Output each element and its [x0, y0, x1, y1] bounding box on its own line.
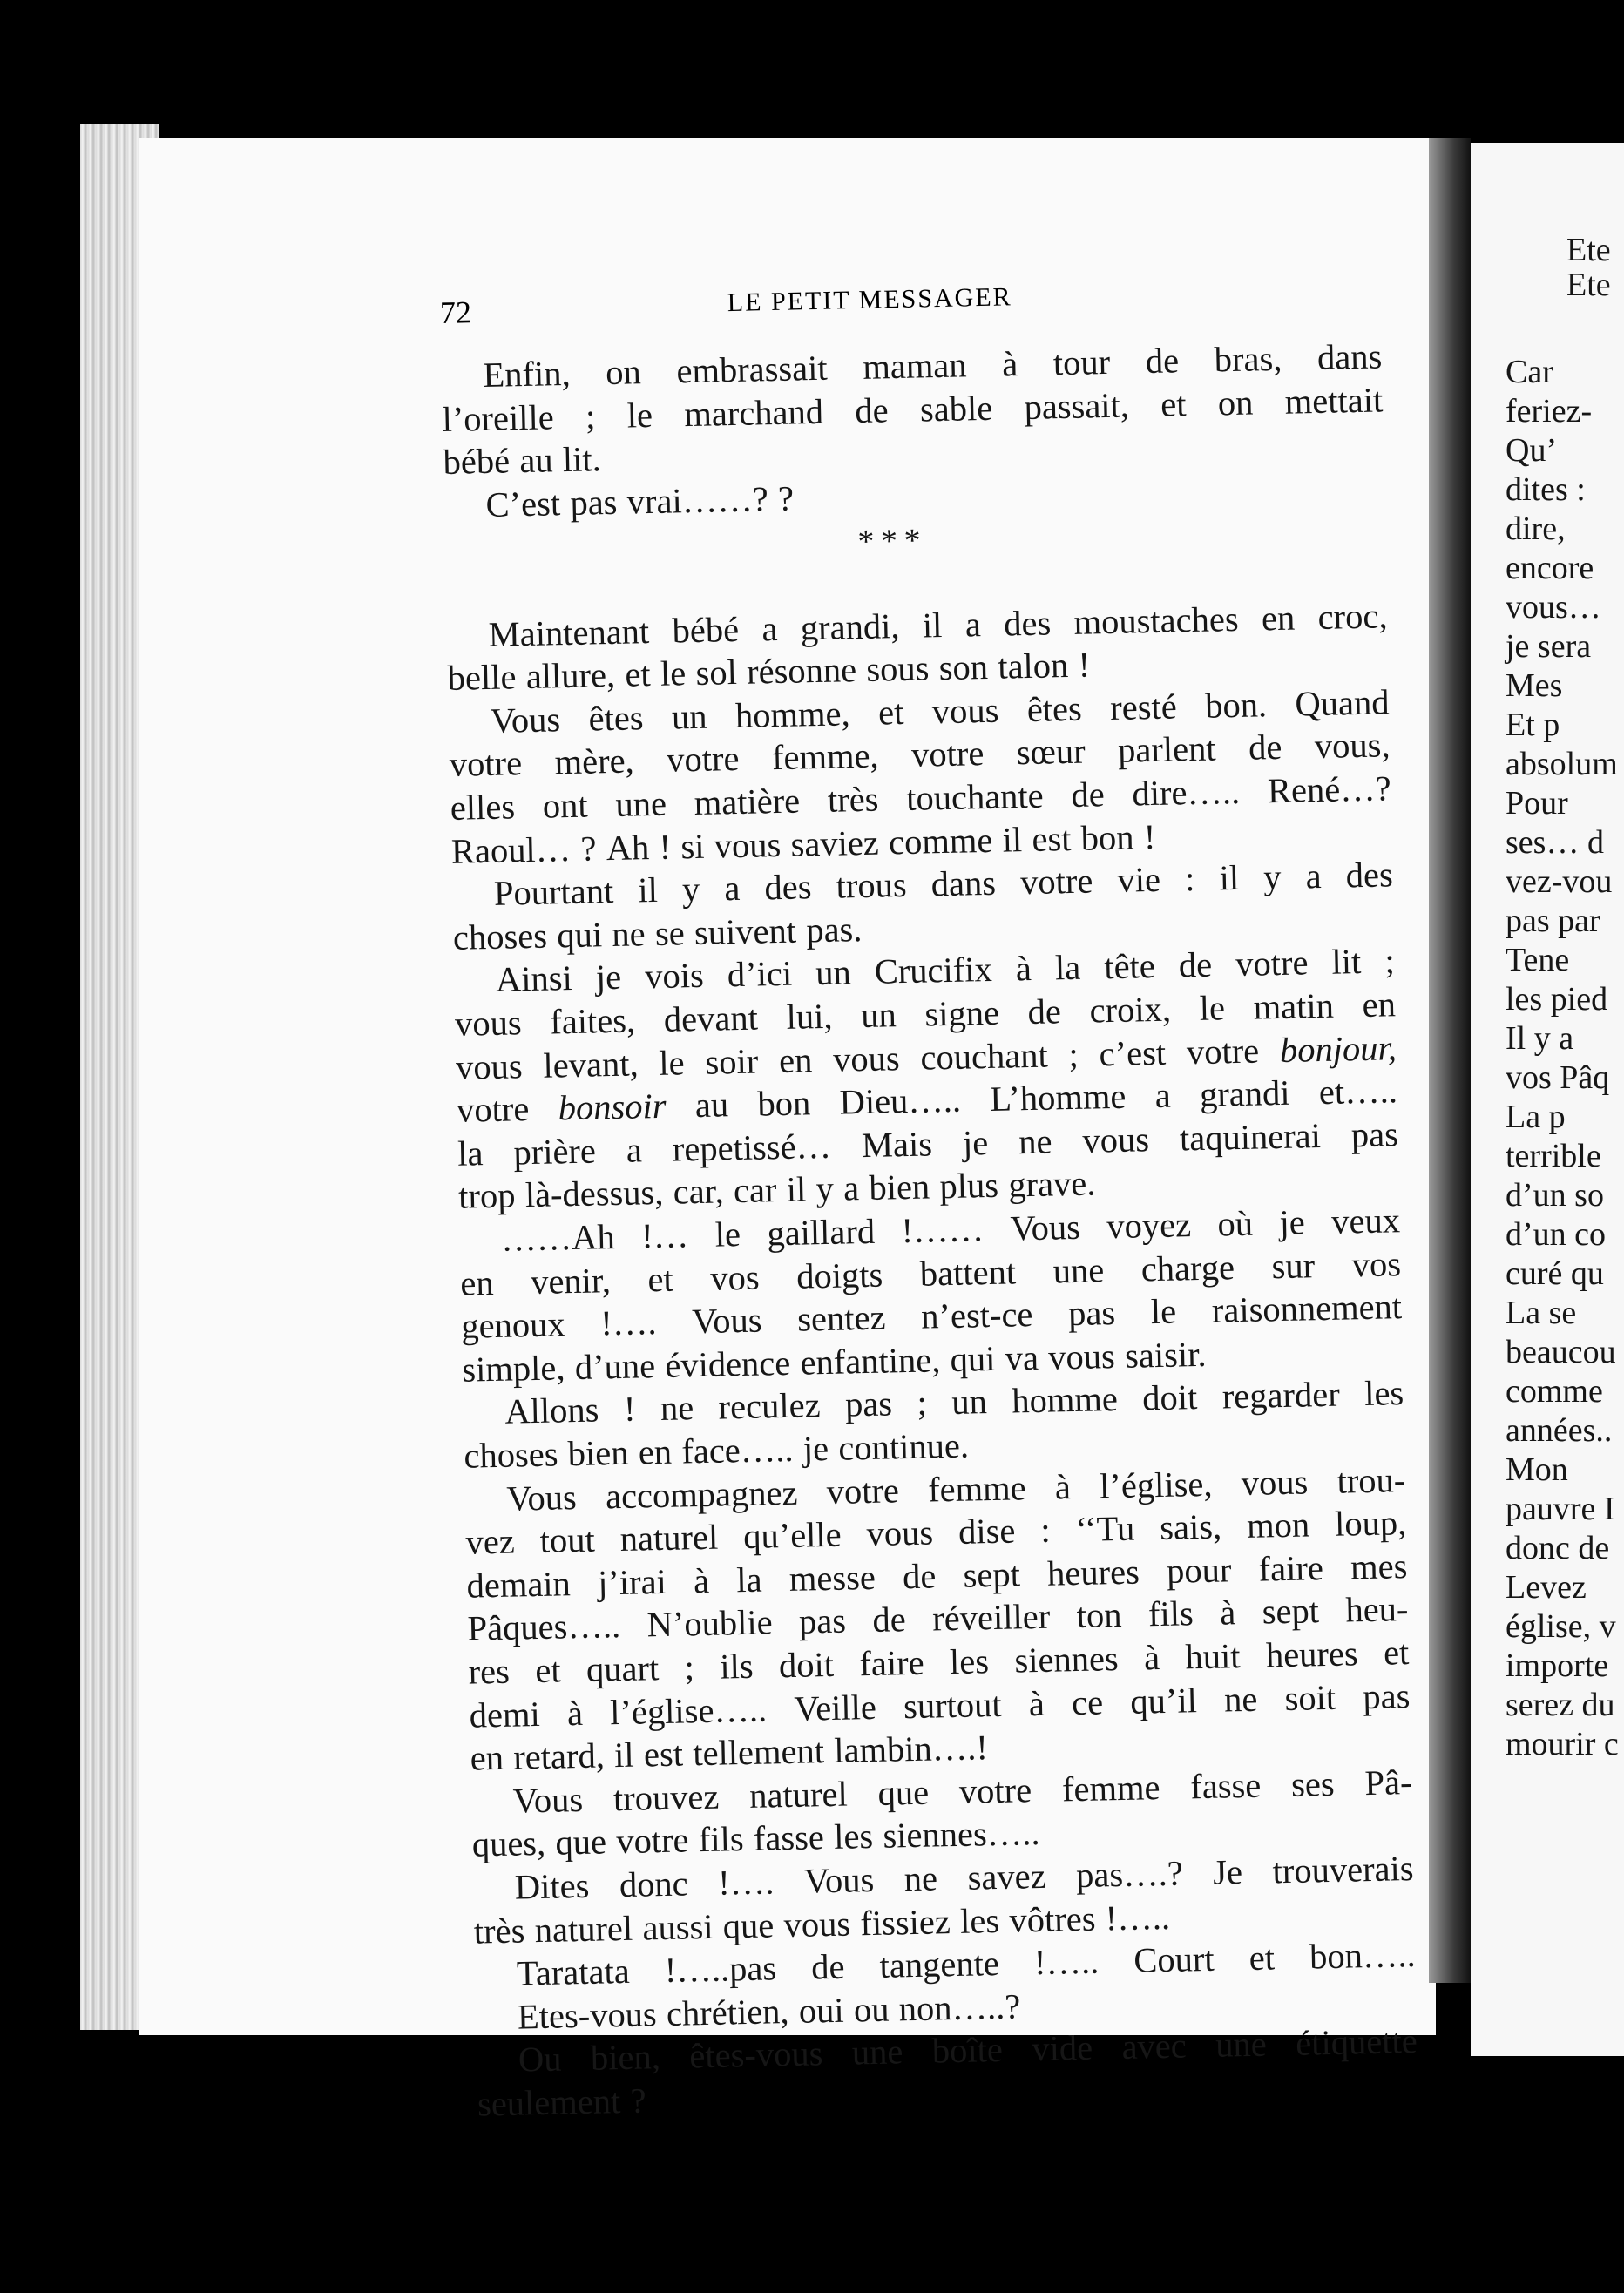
- right-page-fragment: comme: [1506, 1373, 1603, 1410]
- right-page-fragment: Il y a: [1506, 1020, 1574, 1057]
- book-gutter: [1429, 138, 1471, 1983]
- right-page-fragment: Ete: [1566, 232, 1611, 268]
- right-page-fragment: Ete: [1566, 267, 1611, 303]
- right-page-fragment: donc de: [1506, 1530, 1610, 1566]
- text-line: demain j’irai à la messe de sept heures pour faire mes: [466, 1546, 1408, 1606]
- text-line: la prière a repetissé… Mais je ne vous taquinerai pas: [457, 1113, 1399, 1174]
- text-line: bébé au lit.: [443, 439, 602, 483]
- right-page-fragment: église, v: [1506, 1608, 1616, 1645]
- right-page-fragment: La p: [1506, 1099, 1566, 1135]
- text-line: Raoul… ? Ah ! si vous saviez comme il est bon !: [450, 816, 1156, 871]
- text-line: Pourtant il y a des trous dans votre vie : il y a des: [493, 855, 1394, 914]
- text-line: Taratata !…..pas de tangente !….. Court et bon…..: [516, 1935, 1417, 1993]
- right-page-fragment: d’un co: [1506, 1216, 1607, 1253]
- text-line: très naturel aussi que vous fissiez les vôtres !…..: [473, 1897, 1171, 1951]
- text-line: ques, que votre fils fasse les siennes…..: [471, 1813, 1040, 1865]
- right-page-fragment: beaucou: [1506, 1334, 1616, 1370]
- text-line: trop là-dessus, car, car il y a bien plus grave.: [457, 1163, 1096, 1217]
- text-line: en venir, et vos doigts battent une charge sur vos: [459, 1243, 1402, 1303]
- text-line: Vous êtes un homme, et vous êtes resté bon. Quand: [490, 682, 1390, 741]
- text-line: l’oreille ; le marchand de sable passait, et on mettait: [442, 379, 1384, 439]
- right-page-fragment: années..: [1506, 1412, 1613, 1449]
- right-page: [1471, 143, 1624, 2056]
- right-page-fragment: je sera: [1506, 628, 1592, 665]
- text-line: C’est pas vrai……? ?: [485, 478, 795, 524]
- text-line: genoux !…. Vous sentez n’est-ce pas le raisonnement: [460, 1287, 1403, 1346]
- text-line: Maintenant bébé a grandi, il a des moustaches en croc,: [488, 595, 1388, 654]
- text-line: choses qui ne se suivent pas.: [452, 909, 863, 957]
- text-line: vous faites, devant lui, un signe de croix, le matin en: [454, 984, 1397, 1044]
- text-line: vous levant, le soir en vous couchant ; c’est votre bonjour,: [455, 1027, 1397, 1087]
- text-line: res et quart ; ils doit faire les siennes à huit heures et: [468, 1633, 1410, 1692]
- text-line: Ainsi je vois d’ici un Crucifix à la tête de votre lit ;: [495, 941, 1396, 1000]
- text-line: en retard, il est tellement lambin….!: [470, 1728, 989, 1778]
- right-page-fragment: dire,: [1506, 511, 1566, 547]
- right-page-fragment: vos Pâq: [1506, 1059, 1610, 1096]
- text-line: choses bien en face….. je continue.: [463, 1425, 970, 1476]
- right-page-fragment: mourir c: [1506, 1726, 1619, 1762]
- text-line: votre bonsoir au bon Dieu….. L’homme a grandi et…..: [456, 1071, 1398, 1130]
- text-line: belle allure, et le sol résonne sous son talon !: [447, 645, 1091, 699]
- right-page-fragment: serez du: [1506, 1687, 1615, 1723]
- text-line: seulement ?: [477, 2080, 646, 2124]
- text-line: elles ont une matière très touchante de dire….. René…?: [450, 768, 1392, 828]
- right-page-fragment: Et p: [1506, 707, 1560, 743]
- right-page-fragment: dites :: [1506, 471, 1586, 508]
- text-line: demi à l’église….. Veille surtout à ce qu’il ne soit pas: [469, 1675, 1411, 1735]
- text-line: Pâques….. N’oublie pas de réveiller ton fils à sept heu-: [467, 1589, 1409, 1649]
- right-page-fragment: La se: [1506, 1295, 1577, 1331]
- text-line: Ou bien, êtes-vous une boîte vide avec une étiquette: [518, 2021, 1418, 2080]
- text-line: simple, d’une évidence enfantine, qui va vous saisir.: [461, 1334, 1207, 1390]
- right-page-fragment: Mes: [1506, 667, 1563, 704]
- right-page-fragment: d’un so: [1506, 1177, 1604, 1214]
- right-page-fragment: Tene: [1506, 942, 1570, 978]
- right-page-fragment: pas par: [1506, 903, 1600, 939]
- right-page-fragment: Qu’: [1506, 432, 1558, 469]
- right-page-fragment: ses… d: [1506, 824, 1604, 861]
- right-page-fragment: Pour: [1506, 785, 1568, 822]
- right-page-fragment: absolum: [1506, 746, 1618, 782]
- right-page-fragment: Car: [1506, 354, 1553, 390]
- text-line: Enfin, on embrassait maman à tour de bras, dans: [483, 336, 1383, 395]
- right-page-fragment: vous…: [1506, 589, 1601, 626]
- right-page-fragment: vez-vou: [1506, 863, 1613, 900]
- right-page-fragment: terrible: [1506, 1138, 1601, 1174]
- text-line: Vous trouvez naturel que votre femme fasse ses Pâ-: [512, 1762, 1412, 1821]
- text-line: votre mère, votre femme, votre sœur parlent de vous,: [449, 725, 1391, 785]
- right-page-fragment: pauvre I: [1506, 1491, 1615, 1527]
- text-line: ……Ah !… le gaillard !…… Vous voyez où je veux: [500, 1201, 1401, 1259]
- page-number: 72: [439, 294, 472, 330]
- right-page-fragment: encore: [1506, 550, 1594, 586]
- right-page-fragment: Mon: [1506, 1451, 1568, 1488]
- text-line: Dites donc !…. Vous ne savez pas….? Je trouverais: [514, 1848, 1414, 1907]
- text-line: Etes-vous chrétien, oui ou non…..?: [517, 1986, 1021, 2037]
- right-page-fragment: feriez-: [1506, 393, 1593, 430]
- right-page-fragment: importe: [1506, 1647, 1609, 1684]
- section-ornament: * * *: [857, 522, 922, 561]
- right-page-fragment: Levez: [1506, 1569, 1587, 1606]
- text-line: Vous accompagnez votre femme à l’église, vous trou-: [506, 1459, 1406, 1519]
- right-page-fragment: curé qu: [1506, 1255, 1604, 1292]
- running-title: LE PETIT MESSAGER: [727, 282, 1012, 318]
- page-body: [440, 294, 1433, 2124]
- text-line: Allons ! ne reculez pas ; un homme doit regarder les: [504, 1373, 1404, 1432]
- text-line: vez tout naturel qu’elle vous dise : ‘‘Tu sais, mon loup,: [465, 1503, 1407, 1562]
- right-page-fragment: les pied: [1506, 981, 1608, 1018]
